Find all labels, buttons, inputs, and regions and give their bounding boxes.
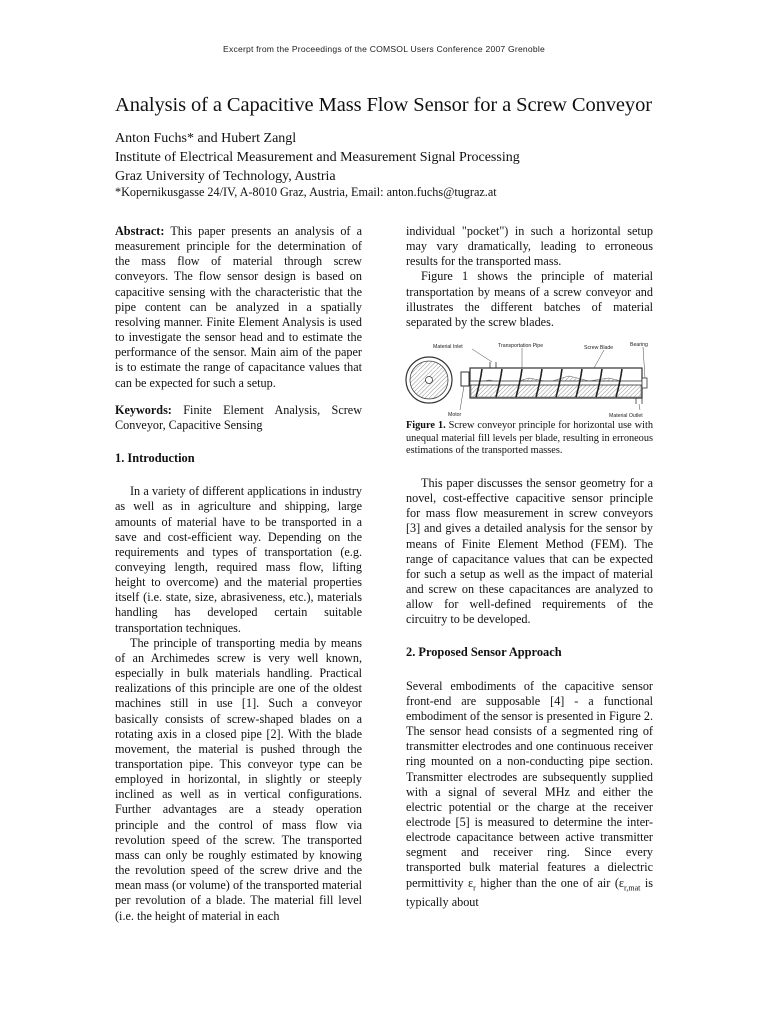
authors: Anton Fuchs* and Hubert Zangl (115, 131, 297, 146)
abstract-label: Abstract: (115, 224, 165, 238)
conference-header: Excerpt from the Proceedings of the COMSOL Users Conference 2007 Grenoble (223, 44, 545, 54)
bearing (642, 378, 647, 388)
abstract (115, 224, 362, 391)
author-block (115, 129, 675, 186)
right-paragraph-1: individual "pocket") in such a horizontal setup may vary dramatically, leading to erroneous results for the transported mass. (406, 224, 653, 269)
motor (461, 372, 469, 386)
affiliation-university: Graz University of Technology, Austria (115, 169, 336, 184)
screw-conveyor-diagram (404, 338, 655, 420)
intro-paragraph-2: The principle of transporting media by means of an Archimedes screw is very well known, especially in bulk materials handling. Practical realizations of this principle are one of the oldest machines still in use [1]. Such a conveyor basically consists of screw-shaped blades on a rotating axis in a closed pipe [2]. With the blade movement, the material is pushed through the transportation pipe. This conveyor type can be employed in horizontal, in slightly or steeply inclined as well as in vertical configurations. Further advantages are a steady operation principle and the control of mass flow via revolution speed of the screw. The transported mass can only be roughly estimated by knowing the revolution speed of the screw drive and the mean mass (or volume) of the transported material per revolution of a blade. The material fill level (i.e. the height of material in each (115, 635, 362, 923)
right-paragraph-4: Several embodiments of the capacitive sensor front-end are supposable [4] - a functional embodiment of the sensor is presented in Figure 2. The sensor head consists of a segmented ring of transmitter electrodes and one continuous receiver ring mounted on a non-conducting pipe section. Transmitter electrodes are subsequently supplied with a signal of several MHz and either the electric potential or the charge at the receiver electrode [5] is measured to determine the inter-electrode capacitance between active transmitter segment and receiver ring. Since every transported bulk material features a dielectric permittivity $\varepsilon_r$ higher than the one of air ($\varepsilon_{r,mat}$ is typically about (406, 678, 653, 910)
label-screw-blade: Screw Blade (584, 345, 614, 352)
contact-address: *Kopernikusgasse 24/IV, A-8010 Graz, Austria, Email: anton.fuchs@tugraz.at (115, 185, 497, 199)
section-heading-proposed-sensor: 2. Proposed Sensor Approach (406, 645, 562, 660)
label-material-outlet: Material Outlet (609, 413, 643, 420)
right-column (406, 224, 653, 910)
right-paragraph-2: Figure 1 shows the principle of material transportation by means of a screw conveyor and illustrates the different batches of material separated by the screw blades. (406, 269, 653, 329)
label-motor: Motor (448, 412, 462, 419)
section-heading-introduction: 1. Introduction (115, 451, 195, 466)
caption-text: Screw conveyor principle for horizontal use with unequal material fill levels per blade, resulting in erroneous estimations of the transported masses. (406, 420, 653, 457)
left-column (115, 224, 362, 924)
keywords-label: Keywords: (115, 402, 172, 417)
paper-title: Analysis of a Capacitive Mass Flow Sensor for a Screw Conveyor (115, 94, 652, 116)
right-paragraph-3: This paper discusses the sensor geometry for a novel, cost-effective capacitive sensor principle for mass flow measurement in screw conveyors [3] and gives a detailed analysis for the sensor by means of Finite Element Method (FEM). The range of capacitance values that can be expected for such a setup as well as the impact of material and screw on these capacitances are analyzed to allow for well-defined requirements of the circuitry to be developed. (406, 475, 653, 627)
label-material-inlet: Material Inlet (433, 344, 463, 351)
label-bearing: Bearing (630, 342, 648, 349)
intro-paragraph-1: In a variety of different applications in industry as well as in agriculture and shipping, large amounts of material have to be transported in a save and cost-efficient way. Depending on the requirements and types of transportation (e.g. conveying length, required mass flow, lifting height to overcome) and the material properties itself (i.e. state, size, abrasiveness, etc.), materials handling has developed certain suitable transportation techniques. (115, 484, 362, 635)
figure-1-caption (406, 420, 653, 458)
abstract-text: This paper presents an analysis of a measurement principle for the determination of the mass flow of material through screw conveyors. The flow sensor design is based on capacitive sensing with the characteristic that the pipe content can be analyzed in a spatially resolving manner. Finite Element Analysis is used to investigate the sensor head and to estimate the performance of the sensor. Main aim of the paper is to estimate the range of capacitance values that can be expected for such a setup. (115, 224, 363, 390)
keywords-text: Finite Element Analysis, Screw Conveyor, Capacitive Sensing (115, 402, 363, 432)
label-transportation-pipe: Transportation Pipe (498, 343, 544, 350)
figure-1-screw-conveyor (404, 338, 655, 420)
caption-label: Figure 1. (406, 420, 446, 432)
affiliation-institute: Institute of Electrical Measurement and Measurement Signal Processing (115, 150, 520, 165)
keywords (115, 403, 362, 433)
